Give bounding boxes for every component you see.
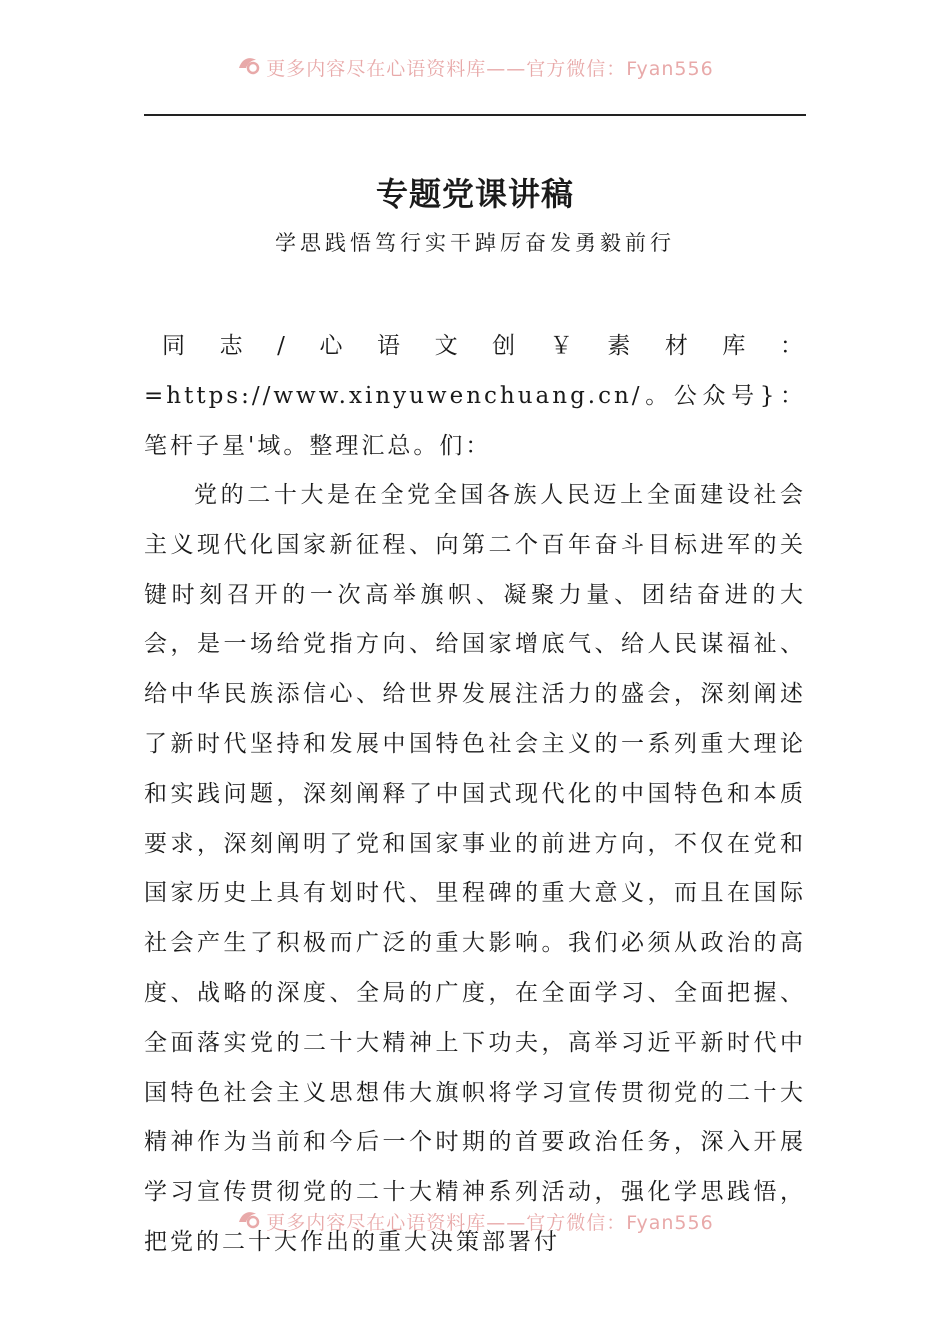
header-watermark [0,54,950,84]
footer-watermark [0,1208,950,1238]
header-watermark-text: 更多内容尽在心语资料库——官方微信：Fyan556 [266,58,714,80]
intro-paragraph: 同志/心语文创￥素材库：=https://www.xinyuwenchuang.cn/。公众号}：笔杆子星'域。整理汇总。们： [144,333,806,459]
page-title: 专题党课讲稿 [375,175,574,213]
watermark-logo-icon [236,54,262,84]
footer-watermark-text: 更多内容尽在心语资料库——官方微信：Fyan556 [266,1212,714,1234]
page-subtitle: 学思践悟笃行实干踔厉奋发勇毅前行 [275,231,675,255]
body-paragraph: 党的二十大是在全党全国各族人民迈上全面建设社会主义现代化国家新征程、向第二个百年奋斗目标进军的关键时刻召开的一次高举旗帜、凝聚力量、团结奋进的大会，是一场给党指方向、给国家增底气、给人民谋福祉、给中华民族添信心、给世界发展注活力的盛会，深刻阐述了新时代坚持和发展中国特色社会主义的一系列重大理论和实践问题，深刻阐释了中国式现代化的中国特色和本质要求，深刻阐明了党和国家事业的前进方向，不仅在党和国家历史上具有划时代、里程碑的重大意义，而且在国际社会产生了积极而广泛的重大影响。我们必须从政治的高度、战略的深度、全局的广度，在全面学习、全面把握、全面落实党的二十大精神上下功夫，高举习近平新时代中国特色社会主义思想伟大旗帜将学习宣传贯彻党的二十大精神作为当前和今后一个时期的首要政治任务，深入开展学习宣传贯彻党的二十大精神系列活动，强化学思践悟，把党的二十大作出的重大决策部署付 [144,482,806,1255]
header-divider [144,114,806,116]
watermark-logo-icon [236,1208,262,1238]
